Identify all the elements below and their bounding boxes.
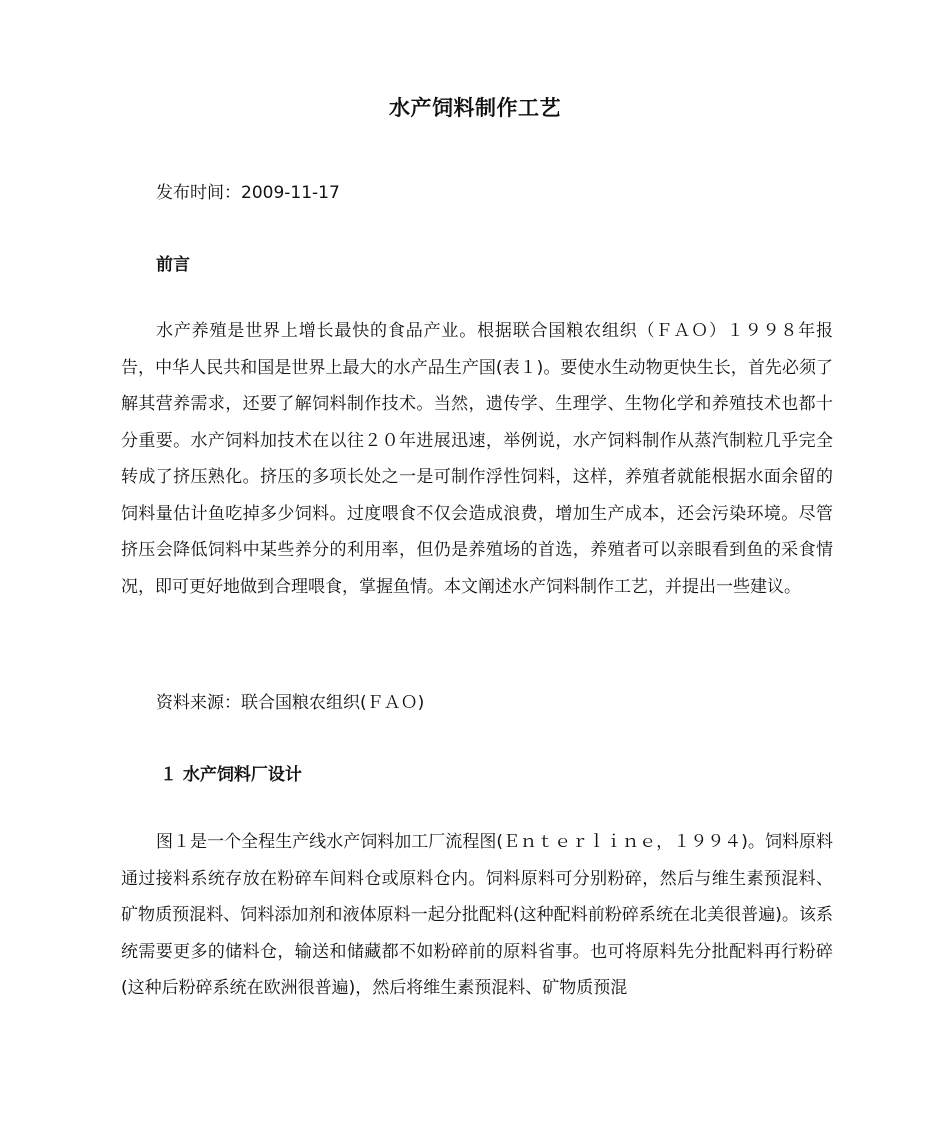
section-1-paragraph: 图１是一个全程生产线水产饲料加工厂流程图(Ｅｎｔｅｒｌｉｎｅ，１９９４)。饲料原料通过接料系统存放在粉碎车间料仓或原料仓内。饲料原料可分别粉碎，然后与维生素预混料、矿物质预混料、饲料添加剂和液体原料一起分批配料(这种配料前粉碎系统在北美很普遍)。该系统需要更多的储料仓，输送和储藏都不如粉碎前的原料省事。也可将原料先分批配料再行粉碎(这种后粉碎系统在欧洲很普遍)，然后将维生素预混料、矿物质预混 (121, 832, 833, 998)
preface-heading: 前言 (156, 255, 190, 275)
preface-paragraph: 水产养殖是世界上增长最快的食品产业。根据联合国粮农组织（ＦＡＯ）１９９８年报告，中华人民共和国是世界上最大的水产品生产国(表１)。要使水生动物更快生长，首先必须了解其营养需求，还要了解饲料制作技术。当然，遗传学、生理学、生物化学和养殖技术也都十分重要。水产饲料加技术在以往２０年进展迅速，举例说，水产饲料制作从蒸汽制粒几乎完全转成了挤压熟化。挤压的多项长处之一是可制作浮性饲料，这样，养殖者就能根据水面余留的饲料量估计鱼吃掉多少饲料。过度喂食不仅会造成浪费，增加生产成本，还会污染环境。尽管挤压会降低饲料中某些养分的利用率，但仍是养殖场的首选，养殖者可以亲眼看到鱼的采食情况，即可更好地做到合理喂食，掌握鱼情。本文阐述水产饲料制作工艺，并提出一些建议。 (121, 321, 833, 597)
section-1-heading: １ 水产饲料厂设计 (160, 765, 302, 785)
source-note: 资料来源：联合国粮农组织(ＦＡＯ) (156, 693, 425, 713)
document-title: 水产饲料制作工艺 (389, 96, 561, 120)
publish-date: 发布时间：2009-11-17 (156, 183, 340, 203)
